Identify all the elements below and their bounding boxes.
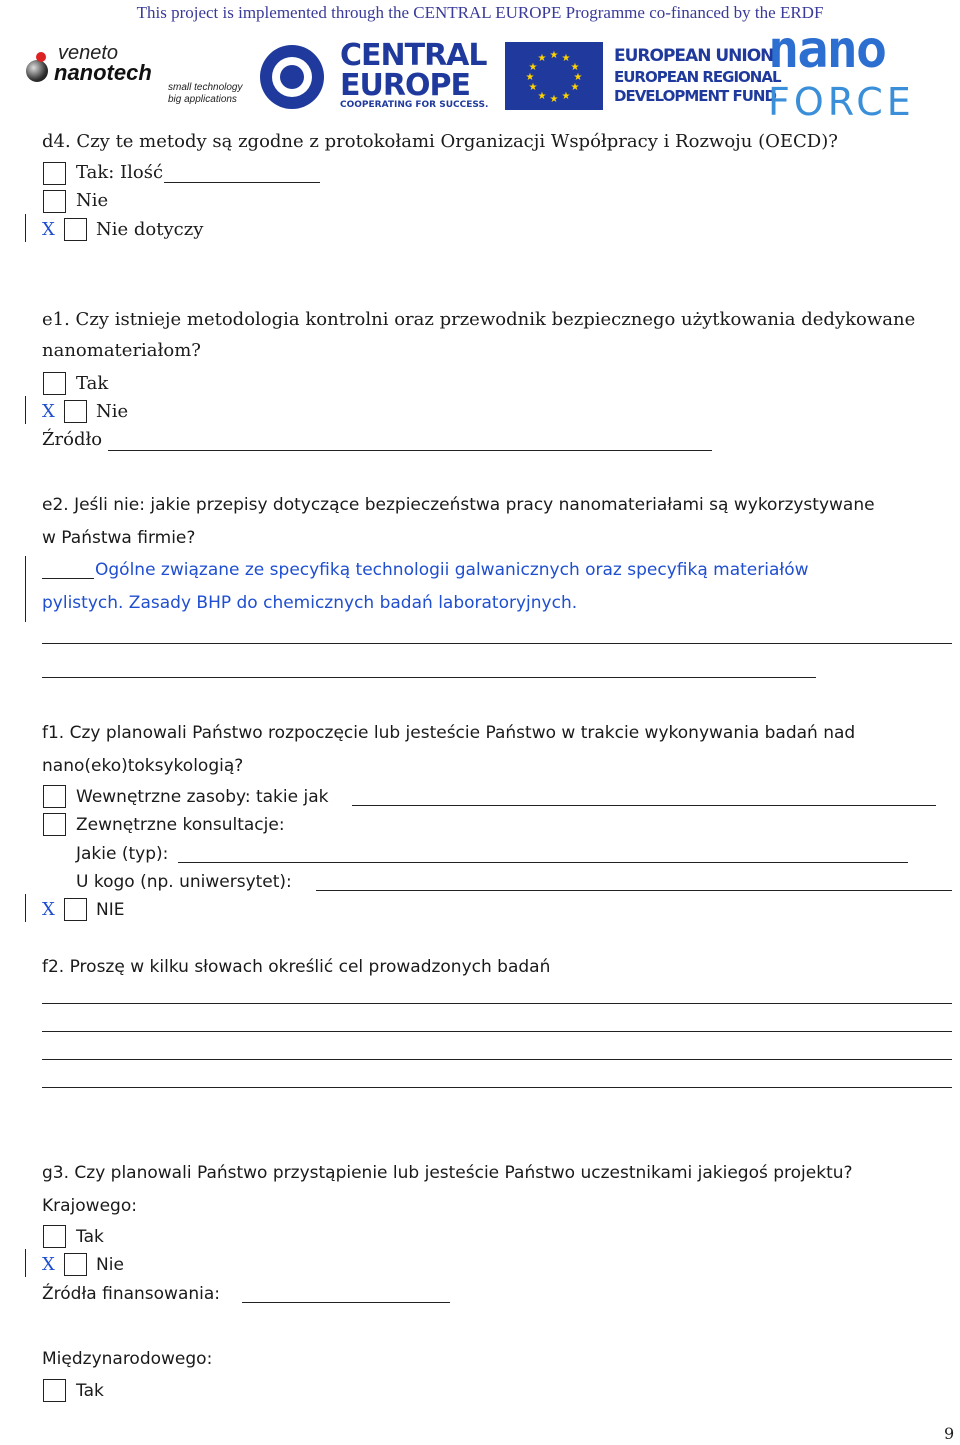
veneto-logo-line1: veneto xyxy=(58,42,119,64)
field-f2-line3[interactable] xyxy=(42,1059,952,1060)
label-g3-nie: Nie xyxy=(96,1255,124,1275)
label-g3-tak: Tak xyxy=(76,1227,104,1247)
svg-text:★: ★ xyxy=(549,50,559,61)
nanoforce-logo xyxy=(768,20,954,124)
label-e1-tak: Tak xyxy=(76,373,109,394)
checkbox-g3-tak[interactable] xyxy=(43,1225,66,1248)
sphere-icon xyxy=(36,52,46,62)
svg-text:★: ★ xyxy=(537,91,547,102)
change-bar xyxy=(25,396,26,424)
svg-text:★: ★ xyxy=(573,72,583,83)
svg-text:★: ★ xyxy=(528,62,538,73)
label-f1-u-kogo: U kogo (np. uniwersytet): xyxy=(76,872,292,892)
label-g3-miedzynarodowego: Międzynarodowego: xyxy=(42,1349,213,1369)
central-europe-tag: COOPERATING FOR SUCCESS. xyxy=(340,100,489,110)
label-e1-zrodlo: Źródło xyxy=(42,429,103,450)
label-g3-int-tak: Tak xyxy=(76,1381,104,1401)
question-f1-line2: nano(eko)toksykologią? xyxy=(42,756,244,776)
mark-f1: X xyxy=(42,899,55,920)
field-e1-zrodlo[interactable] xyxy=(108,450,712,451)
question-f1-line1: f1. Czy planowali Państwo rozpoczęcie lub jesteście Państwo w trakcie wykonywania badań nad xyxy=(42,723,856,743)
field-f2-line2[interactable] xyxy=(42,1031,952,1032)
label-d4-nie-dotyczy: Nie dotyczy xyxy=(96,219,204,240)
question-g3: g3. Czy planowali Państwo przystąpienie lub jesteście Państwo uczestnikami jakiegoś projektu? xyxy=(42,1163,853,1183)
checkbox-g3-nie[interactable] xyxy=(64,1253,87,1276)
nanoforce-line1: nano xyxy=(768,20,886,80)
eu-fund-logo xyxy=(614,46,781,110)
question-e1-line2: nanomateriałom? xyxy=(42,340,201,361)
question-e2-line2: w Państwa firmie? xyxy=(42,528,196,548)
question-e1-line1: e1. Czy istnieje metodologia kontrolni oraz przewodnik bezpiecznego użytkowania dedykowane xyxy=(42,309,916,330)
label-f1-jakie: Jakie (typ): xyxy=(76,844,169,864)
svg-text:★: ★ xyxy=(561,53,571,64)
label-e1-nie: Nie xyxy=(96,401,129,422)
svg-text:★: ★ xyxy=(549,94,559,105)
change-bar xyxy=(25,556,26,622)
central-europe-line2: EUROPE xyxy=(340,68,470,103)
page-number: 9 xyxy=(944,1424,955,1443)
central-europe-line1: CENTRAL xyxy=(340,38,487,73)
checkbox-d4-nie[interactable] xyxy=(43,190,66,213)
change-bar xyxy=(25,1249,26,1277)
field-f2-line1[interactable] xyxy=(42,1003,952,1004)
answer-e2-line2: pylistych. Zasady BHP do chemicznych badań laboratoryjnych. xyxy=(42,593,578,613)
eu-line3: DEVELOPMENT FUND xyxy=(614,87,776,105)
checkbox-f1-wewnetrzne[interactable] xyxy=(43,785,66,808)
field-f2-line4[interactable] xyxy=(42,1087,952,1088)
checkbox-f1-nie[interactable] xyxy=(64,898,87,921)
central-europe-logo xyxy=(252,38,492,118)
question-e2-line1: e2. Jeśli nie: jakie przepisy dotyczące bezpieczeństwa pracy nanomateriałami są wykorzystywane xyxy=(42,495,875,515)
svg-text:★: ★ xyxy=(570,82,580,93)
sphere-icon xyxy=(26,60,48,82)
eu-line2: EUROPEAN REGIONAL xyxy=(614,68,781,86)
star-circle-icon xyxy=(252,40,332,114)
checkbox-f1-zewnetrzne[interactable] xyxy=(43,813,66,836)
checkbox-e1-tak[interactable] xyxy=(43,372,66,395)
veneto-logo-tag1: small technology xyxy=(168,82,243,93)
svg-text:★: ★ xyxy=(570,62,580,73)
eu-line1: EUROPEAN UNION xyxy=(614,46,774,66)
label-g3-krajowego: Krajowego: xyxy=(42,1196,137,1216)
eu-stars-icon xyxy=(505,42,603,110)
checkbox-d4-nie-dotyczy[interactable] xyxy=(64,218,87,241)
answer-e2-line1: Ogólne związane ze specyfiką technologii galwanicznych oraz specyfiką materiałów xyxy=(95,560,809,580)
mark-d4: X xyxy=(42,219,55,240)
label-f1-zewnetrzne: Zewnętrzne konsultacje: xyxy=(76,815,285,835)
veneto-logo-tag2: big applications xyxy=(168,94,237,105)
svg-text:★: ★ xyxy=(528,82,538,93)
change-bar xyxy=(25,894,26,922)
change-bar xyxy=(25,214,26,242)
field-f1-u-kogo[interactable] xyxy=(316,890,952,891)
label-g3-zrodla: Źródła finansowania: xyxy=(42,1284,221,1304)
svg-text:★: ★ xyxy=(537,53,547,64)
field-f1-jakie[interactable] xyxy=(178,862,908,863)
question-f2: f2. Proszę w kilku słowach określić cel prowadzonych badań xyxy=(42,957,551,977)
field-d4-ilosc[interactable] xyxy=(164,182,320,183)
mark-e1: X xyxy=(42,401,55,422)
answer-e2-indent xyxy=(42,578,94,579)
veneto-nanotech-logo xyxy=(22,40,242,120)
svg-text:★: ★ xyxy=(561,91,571,102)
svg-text:★: ★ xyxy=(525,72,535,83)
nanoforce-line2: FORCE xyxy=(768,80,915,124)
question-d4: d4. Czy te metody są zgodne z protokołami Organizacji Współpracy i Rozwoju (OECD)? xyxy=(42,131,838,152)
field-g3-zrodla[interactable] xyxy=(242,1302,450,1303)
checkbox-g3-int-tak[interactable] xyxy=(43,1379,66,1402)
label-f1-nie: NIE xyxy=(96,900,125,920)
label-f1-wewnetrzne: Wewnętrzne zasoby: takie jak xyxy=(76,787,329,807)
veneto-logo-line2: nanotech xyxy=(54,60,152,85)
checkbox-e1-nie[interactable] xyxy=(64,400,87,423)
field-f1-wewnetrzne[interactable] xyxy=(352,805,936,806)
checkbox-d4-tak[interactable] xyxy=(43,162,66,185)
header-banner: This project is implemented through the CENTRAL EUROPE Programme co-financed by the ERDF xyxy=(136,3,824,22)
field-e2-line1[interactable] xyxy=(42,643,952,644)
field-e2-line2[interactable] xyxy=(42,677,816,678)
eu-flag xyxy=(505,42,603,110)
mark-g3: X xyxy=(42,1254,55,1275)
label-d4-nie: Nie xyxy=(76,190,109,211)
label-d4-tak: Tak: Ilość xyxy=(76,162,164,183)
